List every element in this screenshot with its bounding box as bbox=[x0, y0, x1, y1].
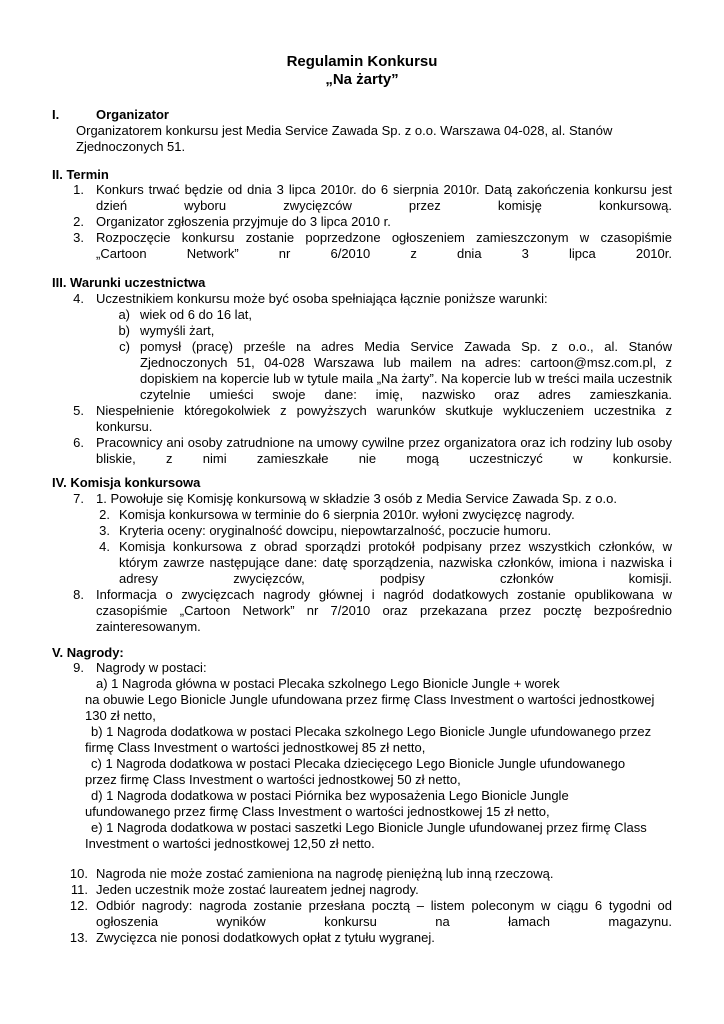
subitem-text: Komisja konkursowa z obrad sporządzi protokół podpisany przez wszystkich członków, w którym zawrze następujące dane: datę sporządzenia, nazwiska członków, imiona i nazwiska i adresy zwycięzców, podpisy członków komisji. bbox=[119, 539, 672, 586]
prize-line: firmę Class Investment o wartości jednostkowej 85 zł netto, bbox=[85, 740, 426, 755]
subitem-letter: a) bbox=[118, 307, 130, 322]
item-text: Rozpoczęcie konkursu zostanie poprzedzone ogłoszeniem zamieszczonym w czasopiśmie „Cartoon Network” nr 6/2010 z dnia 3 lipca 2010r. bbox=[96, 230, 672, 261]
prize-line: Investment o wartości jednostkowej 12,50 zł netto. bbox=[85, 836, 375, 851]
subitem-text: wymyśli żart, bbox=[140, 323, 215, 338]
section-title: Organizator bbox=[96, 107, 169, 122]
section-number: I. bbox=[52, 107, 60, 122]
item-number: 5. bbox=[73, 403, 84, 418]
prize-line: ufundowanego przez firmę Class Investment o wartości jednostkowej 15 zł netto, bbox=[85, 804, 550, 819]
item-text: Jeden uczestnik może zostać laureatem jednej nagrody. bbox=[96, 882, 419, 897]
item-text: 1. Powołuje się Komisję konkursową w składzie 3 osób z Media Service Zawada Sp. z o.o. bbox=[96, 491, 617, 506]
item-number: 1. bbox=[73, 182, 84, 197]
prize-line: przez firmę Class Investment o wartości jednostkowej 50 zł netto, bbox=[85, 772, 461, 787]
item-text: Konkurs trwać będzie od dnia 3 lipca 2010r. do 6 sierpnia 2010r. Datą zakończenia konkursu jest dzień wyboru zwycięzców przez komisję konkursową. bbox=[96, 182, 672, 213]
item-number: 12. bbox=[69, 898, 88, 913]
item-number: 7. bbox=[73, 491, 84, 506]
item-number: 9. bbox=[73, 660, 84, 675]
item-text: Niespełnienie któregokolwiek z powyższych warunków skutkuje wykluczeniem uczestnika z konkursu. bbox=[96, 403, 672, 434]
document-title: Regulamin Konkursu bbox=[286, 53, 438, 70]
subitem-text: wiek od 6 do 16 lat, bbox=[140, 307, 253, 322]
subitem-number: 4. bbox=[99, 539, 110, 554]
item-text: Zwycięzca nie ponosi dodatkowych opłat z tytułu wygranej. bbox=[96, 930, 435, 945]
item-text: Uczestnikiem konkursu może być osoba spełniająca łącznie poniższe warunki: bbox=[96, 291, 548, 306]
item-text: Pracownicy ani osoby zatrudnione na umowy cywilne przez organizatora oraz ich rodziny lub osoby bliskie, z nimi zamieszkałe nie mogą uczestniczyć w konkursie. bbox=[96, 435, 672, 466]
prize-line: na obuwie Lego Bionicle Jungle ufundowana przez firmę Class Investment o wartości jednostkowej bbox=[85, 692, 655, 707]
section-heading-komisja: IV. Komisja konkursowa bbox=[52, 475, 201, 490]
prize-line: a) 1 Nagroda główna w postaci Plecaka szkolnego Lego Bionicle Jungle + worek bbox=[96, 676, 560, 691]
organizer-text: Organizatorem konkursu jest Media Service Zawada Sp. z o.o. Warszawa 04-028, al. Stanów Zjednoczonych 51. bbox=[76, 123, 613, 154]
prize-line: c) 1 Nagroda dodatkowa w postaci Plecaka dziecięcego Lego Bionicle Jungle ufundowanego bbox=[91, 756, 626, 771]
prize-line: d) 1 Nagroda dodatkowa w postaci Piórnika bez wyposażenia Lego Bionicle Jungle bbox=[91, 788, 569, 803]
subitem-letter: c) bbox=[119, 339, 130, 354]
subitem-text: pomysł (pracę) prześle na adres Media Service Zawada Sp. z o.o., al. Stanów Zjednoczonych 51, 04-028 Warszawa lub mailem na adres: cartoon@msz.com.pl, z dopiskiem na kopercie lub w tytule maila „Na żarty”. Na kopercie lub w treści maila uczestnik czytelnie umieści swoje dane: imię, nazwisko oraz adres zamieszkania. bbox=[140, 339, 672, 402]
item-text: Organizator zgłoszenia przyjmuje do 3 lipca 2010 r. bbox=[96, 214, 391, 229]
item-text: Informacja o zwycięzcach nagrody głównej i nagród dodatkowych zostanie opublikowana w czasopiśmie „Cartoon Network” nr 7/2010 oraz przekazana przez pocztę bezpośrednio zainteresowanym. bbox=[96, 587, 672, 634]
prize-line: b) 1 Nagroda dodatkowa w postaci Plecaka szkolnego Lego Bionicle Jungle ufundowanego przez bbox=[91, 724, 652, 739]
subitem-number: 2. bbox=[99, 507, 110, 522]
subitem-text: Komisja konkursowa w terminie do 6 sierpnia 2010r. wyłoni zwycięzcę nagrody. bbox=[119, 507, 575, 522]
prize-line: 130 zł netto, bbox=[85, 708, 156, 723]
item-number: 6. bbox=[73, 435, 84, 450]
item-number: 8. bbox=[73, 587, 84, 602]
item-number: 10. bbox=[69, 866, 88, 881]
item-number: 2. bbox=[73, 214, 84, 229]
subitem-number: 3. bbox=[99, 523, 110, 538]
section-heading-termin: II. Termin bbox=[52, 167, 109, 182]
subitem-text: Kryteria oceny: oryginalność dowcipu, niepowtarzalność, poczucie humoru. bbox=[119, 523, 552, 538]
section-heading-warunki: III. Warunki uczestnictwa bbox=[52, 275, 206, 290]
item-number: 13. bbox=[69, 930, 88, 945]
subitem-letter: b) bbox=[118, 323, 130, 338]
item-text: Nagrody w postaci: bbox=[96, 660, 207, 675]
section-heading-nagrody: V. Nagrody: bbox=[52, 645, 124, 660]
item-number: 3. bbox=[73, 230, 84, 245]
prize-line: e) 1 Nagroda dodatkowa w postaci saszetki Lego Bionicle Jungle ufundowanej przez firmę Class bbox=[91, 820, 647, 835]
document-subtitle: „Na żarty” bbox=[325, 71, 399, 88]
item-number: 4. bbox=[73, 291, 84, 306]
item-text: Odbiór nagrody: nagroda zostanie przesłana pocztą – listem poleconym w ciągu 6 tygodni od ogłoszenia wyników konkursu na łamach magazynu. bbox=[96, 898, 672, 929]
item-number: 11. bbox=[70, 882, 88, 897]
item-text: Nagroda nie może zostać zamieniona na nagrodę pieniężną lub inną rzeczową. bbox=[96, 866, 554, 881]
section-heading-organizator bbox=[52, 107, 169, 123]
